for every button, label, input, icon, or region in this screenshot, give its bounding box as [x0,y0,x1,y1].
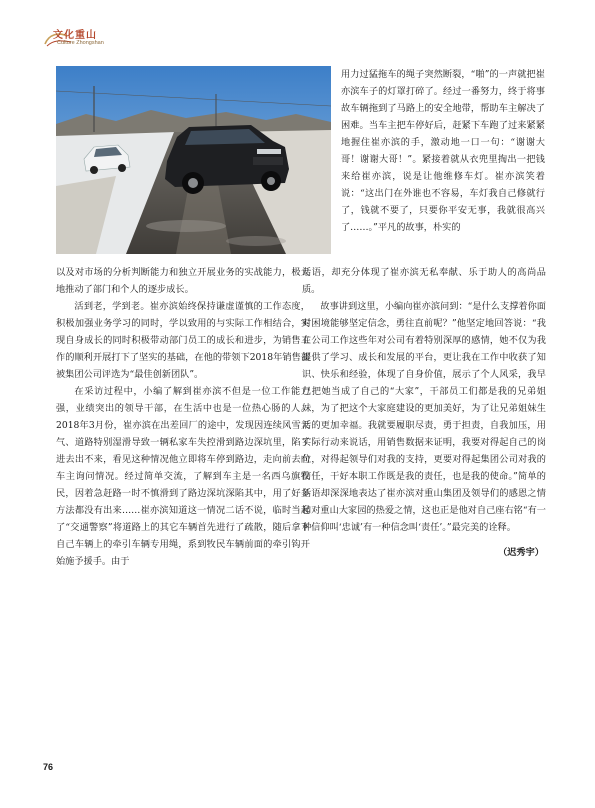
article-right-column-top [341,66,545,236]
page-number: 76 [43,762,54,772]
article-photo [56,66,331,254]
paragraph: 在采访过程中，小编了解到崔亦滨不但是一位工作能力强，业绩突出的领导干部，在生活中也是一位热心肠的人。2018年3月份，崔亦滨在出差回厂的途中，发现因连续风雪天气、道路特别湿滑导致一辆私家车失控滑到路边深坑里，陷了进去出不来，看见这种情况他立即将车停到路边，走向前去向车主询问情况。经过简单交流，了解到车主是一名西乌旗牧民，因着急赶路一时不慎滑到了路边深坑深陷其中，用了好多方法都没有出来……崔亦滨知道这一情况二话不说，临时当起了“交通警察”将道路上的其它车辆首先进行了疏散，随后拿下自己车辆上的牵引车辆专用绳，系到牧民车辆前面的牵引钩开始施予援手。由于 [56,386,310,567]
author-signature: （迟秀宇） [498,547,544,558]
paragraph: 故事讲到这里，小编向崔亦滨问到：“是什么支撑着你面对困境能够坚定信念，勇往直前呢？”他坚定地回答说：“我在公司工作这些年对公司有着特别深厚的感情，她不仅为我提供了学习、成长和发展的平台，更让我在工作中收获了知识、快乐和经验，体现了自身价值，展示了个人风采，我早已把她当成了自己的“大家”，干部员工们都是我的兄弟姐妹，为了把这个大家庭建设的更加美好，为了让兄弟姐妹生活的更加幸福。我就要履职尽责，勇于担责，自我加压，用实际行动来说话，用销售数据来证明，我要对得起自己的岗位，对得起领导们对我的支持，更要对得起集团公司对我的信任，干好本职工作既是我的责任，也是我的使命。”简单的话语却深深地表达了崔亦滨对重山集团及领导们的感恩之情和对重山大家园的热爱之情，这也正是他对自己座右铭“有一种信仰叫‘忠诚’有一种信念叫‘责任’。”最完美的诠释。 [302,301,546,533]
article-right-column-bottom [302,264,546,561]
paragraph: 活到老，学到老。崔亦滨始终保持谦虚谨慎的工作态度，积极加强业务学习的同时，学以致用的与实际工作相结合，实现自身成长的同时积极带动部门员工的成长和进步，为销售工作的顺利开展打下了坚实的基础，在他的带领下2018年销售部被集团公司评选为“最佳创新团队”。 [56,301,310,380]
magazine-header [43,26,163,52]
brand-title: 文化重山 [53,30,97,41]
paragraph: 以及对市场的分析判断能力和独立开展业务的实战能力，极大地推动了部门和个人的逐步成长。 [56,267,310,295]
brand-subtitle: Culture Zhongshan [57,40,104,46]
article-left-column [56,264,310,570]
paragraph: 话语，却充分体现了崔亦滨无私奉献、乐于助人的高尚品质。 [302,267,546,295]
paragraph: 用力过猛拖车的绳子突然断裂，“啪”的一声就把崔亦滨车子的灯罩打碎了。经过一番努力，终于将事故车辆拖到了马路上的安全地带，帮助车主解决了困难。当车主把车停好后，赶紧下车跑了过来紧紧地握住崔亦滨的手，激动地一口一句：“谢谢大哥！谢谢大哥！”。紧接着就从衣兜里掏出一把钱来给崔亦滨，说是让他维修车灯。崔亦滨笑着说：“这出门在外谁也不容易，车灯我自己修就行了，钱就不要了，只要你平安无事，我就很高兴了……。”平凡的故事，朴实的 [341,69,545,233]
roadside-rescue-photo [56,66,331,254]
